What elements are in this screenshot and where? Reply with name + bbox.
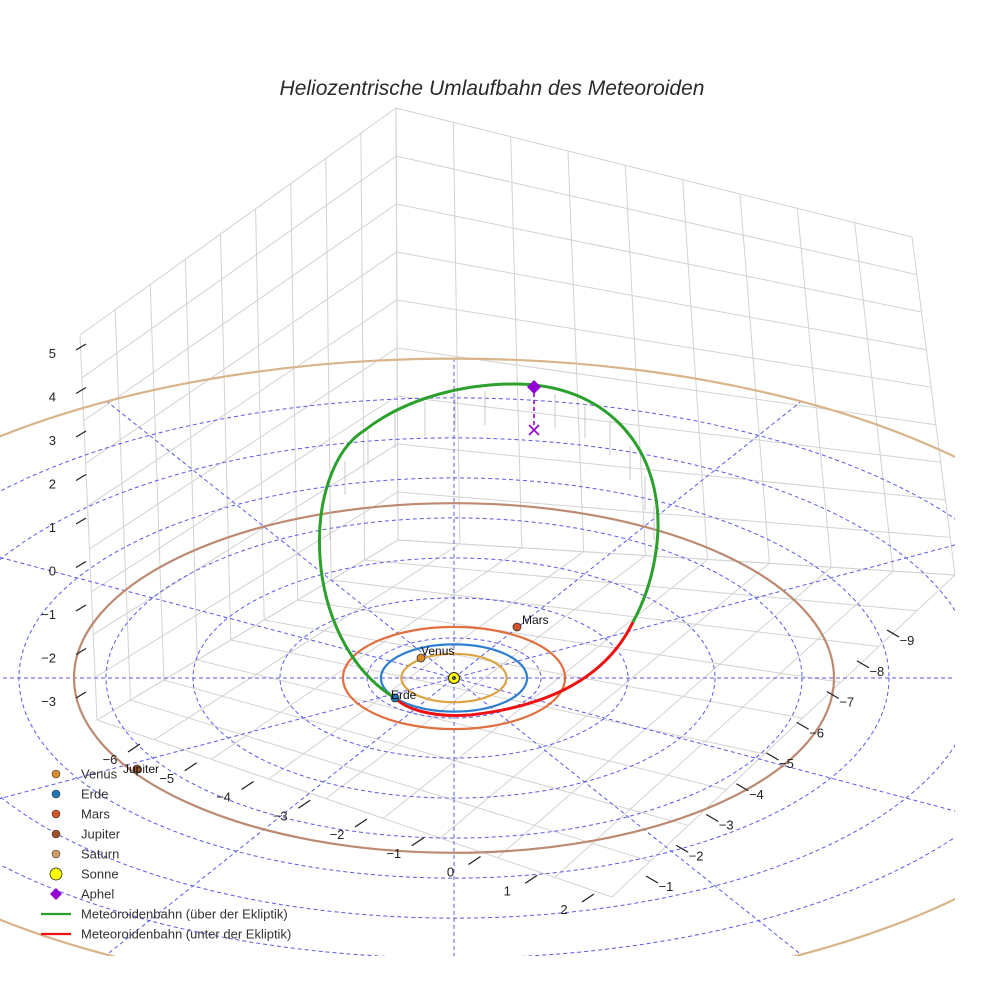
- legend-label: Mars: [81, 806, 110, 822]
- grid-line: [164, 680, 688, 825]
- z-tick-mark: [76, 692, 86, 698]
- planet-label-jupiter: Jupiter: [123, 762, 160, 776]
- orbit-saturn: [0, 359, 984, 984]
- sun-core: [452, 676, 456, 680]
- y-tick-mark: [412, 838, 424, 846]
- grid-line: [150, 285, 164, 680]
- legend-item: [50, 867, 119, 882]
- z-tick-label: 0: [48, 563, 56, 579]
- z-tick-mark: [76, 388, 86, 394]
- y-tick-label: −1: [386, 845, 402, 861]
- grid-line: [683, 180, 708, 560]
- grid-line: [740, 194, 769, 563]
- grid-line: [82, 156, 917, 378]
- x-tick-label: −7: [839, 694, 855, 710]
- x-tick-mark: [887, 630, 899, 637]
- grid-line: [912, 237, 955, 575]
- x-tick-label: −3: [718, 817, 734, 833]
- z-tick-label: 4: [48, 389, 56, 405]
- x-tick-label: −2: [688, 848, 704, 864]
- grid-line: [797, 208, 831, 567]
- y-tick-mark: [128, 744, 140, 752]
- legend-label: Sonne: [81, 866, 119, 882]
- grid-line: [220, 234, 230, 640]
- planet-mars: [513, 623, 521, 631]
- y-tick-label: −6: [102, 752, 118, 767]
- legend-dot-saturn: [52, 850, 60, 858]
- x-tick-label: −5: [779, 756, 794, 771]
- x-tick-label: −6: [809, 725, 825, 741]
- planet-label-venus: Venus: [421, 644, 455, 658]
- box-grid: [80, 108, 955, 897]
- x-tick-mark: [646, 876, 658, 883]
- x-tick-mark: [676, 845, 688, 852]
- y-tick-mark: [298, 800, 310, 808]
- y-tick-mark: [525, 875, 537, 883]
- legend-label: Meteoroidenbahn (unter der Ekliptik): [81, 926, 292, 942]
- grid-line: [612, 575, 955, 897]
- legend-item: [52, 807, 110, 822]
- aphel-marker: [527, 380, 541, 394]
- legend-dot-venus: [52, 770, 60, 778]
- plot-area: [0, 358, 984, 984]
- z-tick-label: −2: [41, 650, 56, 666]
- legend-item: [41, 907, 288, 922]
- legend-item: [52, 787, 108, 802]
- y-tick-mark: [355, 819, 367, 827]
- legend-sun-marker: [50, 868, 62, 880]
- legend-item: [52, 827, 121, 842]
- legend-dot-jupiter: [52, 830, 60, 838]
- grid-line: [361, 133, 365, 560]
- x-tick-mark: [736, 784, 748, 791]
- grid-line: [80, 335, 97, 720]
- legend-label: Erde: [81, 786, 109, 802]
- y-tick-label: 0: [446, 864, 455, 880]
- legend-item: [50, 887, 114, 902]
- legend-label: Jupiter: [81, 826, 121, 842]
- y-tick-mark: [469, 857, 481, 865]
- z-tick-mark: [76, 605, 86, 611]
- grid-line: [625, 165, 645, 555]
- x-tick-mark: [767, 753, 779, 760]
- legend-dot-erde: [52, 790, 60, 798]
- x-tick-mark: [706, 815, 718, 822]
- legend-item: [52, 847, 119, 862]
- aphel-projection-marker: [529, 425, 539, 435]
- x-tick-label: −4: [748, 786, 764, 802]
- legend-aphel-marker: [50, 888, 62, 900]
- grid-line: [130, 700, 650, 861]
- legend-dot-mars: [52, 810, 60, 818]
- grid-line: [396, 108, 398, 540]
- grid-line: [326, 556, 646, 799]
- y-tick-mark: [242, 782, 254, 790]
- planet-label-mars: Mars: [522, 613, 549, 627]
- z-tick-label: 3: [48, 433, 56, 448]
- grid-line: [256, 209, 265, 620]
- z-tick-label: 1: [48, 520, 56, 535]
- grid-line: [498, 567, 832, 857]
- legend-label: Saturn: [81, 846, 120, 862]
- grid-line: [331, 580, 879, 647]
- z-tick-mark: [76, 475, 86, 481]
- y-tick-label: 2: [560, 902, 568, 917]
- x-tick-label: −9: [899, 633, 915, 648]
- legend-item: [41, 927, 291, 942]
- grid-line: [568, 151, 584, 552]
- x-tick-label: −1: [658, 879, 674, 894]
- z-tick-label: −3: [41, 694, 56, 709]
- chart-title: Heliozentrische Umlaufbahn des Meteoroiden: [279, 77, 705, 100]
- y-tick-label: 1: [503, 883, 511, 899]
- x-tick-mark: [797, 722, 809, 729]
- grid-line: [80, 108, 912, 335]
- grid-line: [91, 396, 940, 592]
- grid-line: [269, 552, 584, 779]
- grid-line: [511, 137, 522, 548]
- grid-line: [855, 223, 893, 571]
- z-tick-label: −1: [41, 607, 56, 622]
- y-tick-label: −5: [159, 770, 175, 786]
- legend-label: Venus: [81, 766, 118, 782]
- grid-line: [185, 259, 197, 660]
- y-tick-mark: [582, 894, 594, 902]
- y-tick-label: −4: [216, 789, 231, 805]
- planet-label-erde: Erde: [391, 688, 417, 702]
- grid-line: [398, 540, 955, 575]
- x-tick-label: −8: [869, 663, 885, 679]
- legend-label: Meteoroidenbahn (über der Ekliptik): [81, 906, 288, 922]
- y-tick-label: −3: [272, 808, 288, 824]
- z-tick-mark: [76, 562, 86, 568]
- grid-line: [97, 720, 612, 897]
- legend-item: [52, 767, 118, 782]
- meteoroid-orbit-below: [395, 622, 633, 716]
- grid-line: [84, 204, 922, 421]
- grid-line: [86, 252, 927, 463]
- z-tick-label: 2: [48, 476, 56, 492]
- y-tick-label: −2: [329, 827, 345, 842]
- z-tick-mark: [76, 518, 86, 524]
- y-tick-mark: [185, 763, 197, 771]
- grid-line: [115, 310, 130, 700]
- grid-line: [291, 184, 298, 600]
- legend-label: Aphel: [81, 886, 115, 902]
- z-tick-label: 5: [48, 346, 56, 361]
